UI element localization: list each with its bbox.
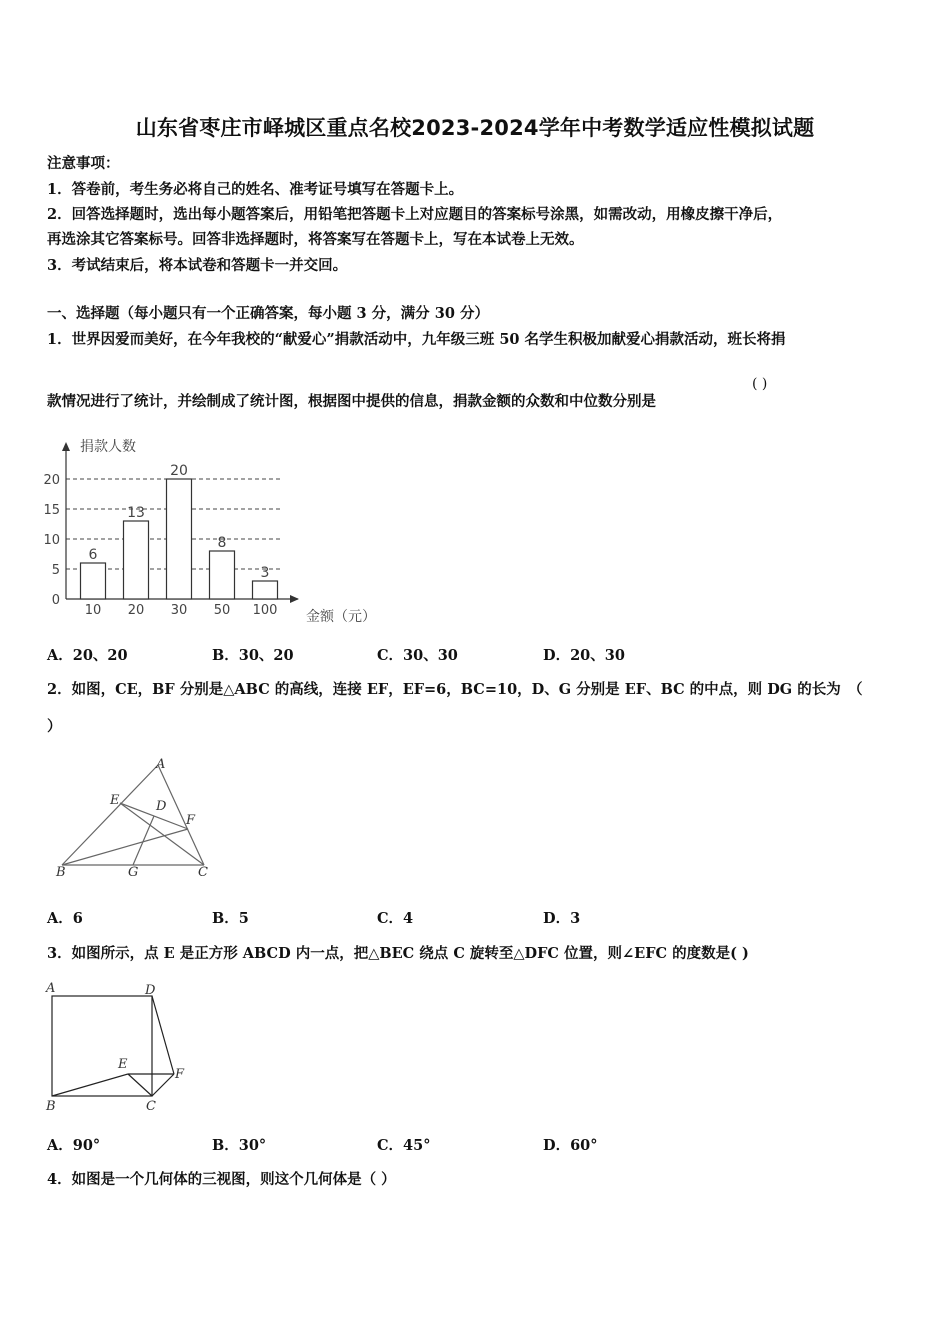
q3-option-b[interactable]: B．30° (212, 1137, 267, 1154)
q1-option-c[interactable]: C．30、30 (377, 647, 458, 664)
q2-option-c[interactable]: C．4 (377, 910, 414, 927)
chart-data-label: 8 (217, 535, 227, 551)
q2-label-g: G (128, 865, 139, 878)
q1-option-a[interactable]: A．20、20 (47, 647, 128, 664)
q1-line-2: 款情况进行了统计，并绘制成了统计图，根据图中提供的信息，捐款金额的众数和中位数分别是 (47, 393, 656, 410)
chart-x-tick-label: 50 (213, 603, 231, 618)
q3-square-figure (44, 978, 204, 1118)
q1-bar-chart (40, 432, 400, 632)
chart-y-tick-label: 10 (43, 533, 60, 548)
notice-heading: 注意事项： (47, 155, 120, 172)
notice-item-3: 3．考试结束后，将本试卷和答题卡一并交回。 (47, 257, 348, 274)
q2-line-1: 2．如图，CE，BF 分别是△ABC 的高线，连接 EF，EF=6，BC=10，D、G 分别是 EF、BC 的中点，则 DG 的长为 （ (47, 681, 863, 698)
chart-y-tick-label: 0 (51, 593, 60, 608)
q1-line-1: 1．世界因爱而美好，在今年我校的“献爱心”捐款活动中，九年级三班 50 名学生积极加献爱心捐款活动，班长将捐 (47, 331, 786, 348)
chart-y-tick-label: 15 (43, 503, 60, 518)
q2-line-2: ） (47, 718, 62, 735)
q2-label-d: D (156, 799, 167, 814)
chart-x-tick-label: 30 (170, 603, 188, 618)
chart-y-axis-arrow (62, 442, 70, 451)
q4-line-1: 4．如图是一个几何体的三视图，则这个几何体是（ ） (47, 1171, 396, 1188)
q3-label-d: D (145, 983, 156, 998)
chart-y-tick-label: 20 (43, 473, 60, 488)
chart-x-axis-arrow (290, 595, 299, 603)
chart-bar-10 (81, 563, 106, 599)
q1-answer-paren: ( ) (752, 376, 768, 392)
section-heading: 一、选择题（每小题只有一个正确答案，每小题 3 分，满分 30 分） (47, 305, 489, 322)
chart-y-axis-title: 捐款人数 (80, 439, 136, 455)
q3-option-a[interactable]: A．90° (47, 1137, 101, 1154)
q2-label-b: B (56, 865, 66, 878)
notice-item-2b: 再选涂其它答案标号。回答非选择题时，将答案写在答题卡上，写在本试卷上无效。 (47, 231, 584, 248)
chart-data-label: 13 (127, 505, 145, 521)
chart-bar-30 (167, 479, 192, 599)
page-title: 山东省枣庄市峄城区重点名校2023-2024学年中考数学适应性模拟试题 (135, 116, 815, 140)
chart-bar-100 (253, 581, 278, 599)
q3-option-d[interactable]: D．60° (543, 1137, 598, 1154)
chart-x-tick-label: 10 (84, 603, 102, 618)
q2-option-a[interactable]: A．6 (47, 910, 83, 927)
q1-option-b[interactable]: B．30、20 (212, 647, 294, 664)
q2-option-b[interactable]: B．5 (212, 910, 249, 927)
chart-bar-20 (124, 521, 149, 599)
chart-y-tick-label: 5 (51, 563, 60, 578)
q2-label-e: E (110, 793, 120, 808)
q3-label-e: E (118, 1057, 128, 1072)
q3-label-a: A (46, 981, 56, 996)
chart-bar-50 (210, 551, 235, 599)
q2-label-c: C (198, 865, 208, 878)
chart-x-tick-label: 20 (127, 603, 145, 618)
chart-data-label: 6 (88, 547, 98, 563)
q3-label-c: C (146, 1099, 156, 1114)
q3-option-c[interactable]: C．45° (377, 1137, 431, 1154)
q2-label-f: F (186, 813, 196, 828)
q2-triangle-figure (52, 756, 217, 878)
notice-item-1: 1．答卷前，考生务必将自己的姓名、准考证号填写在答题卡上。 (47, 181, 464, 198)
q3-label-b: B (46, 1099, 56, 1114)
chart-x-tick-label: 100 (252, 603, 278, 618)
chart-data-label: 3 (260, 565, 270, 581)
q3-label-f: F (175, 1067, 185, 1082)
q2-option-d[interactable]: D．3 (543, 910, 581, 927)
chart-x-axis-title: 金额（元） (306, 609, 376, 625)
q1-option-d[interactable]: D．20、30 (543, 647, 625, 664)
notice-item-2a: 2．回答选择题时，选出每小题答案后，用铅笔把答题卡上对应题目的答案标号涂黑，如需改动，用橡皮擦干净后， (47, 206, 783, 223)
q2-label-a: A (156, 757, 166, 772)
q3-line-1: 3．如图所示，点 E 是正方形 ABCD 内一点，把△BEC 绕点 C 旋转至△DFC 位置，则∠EFC 的度数是( ) (47, 945, 749, 962)
chart-data-label: 20 (170, 463, 188, 479)
